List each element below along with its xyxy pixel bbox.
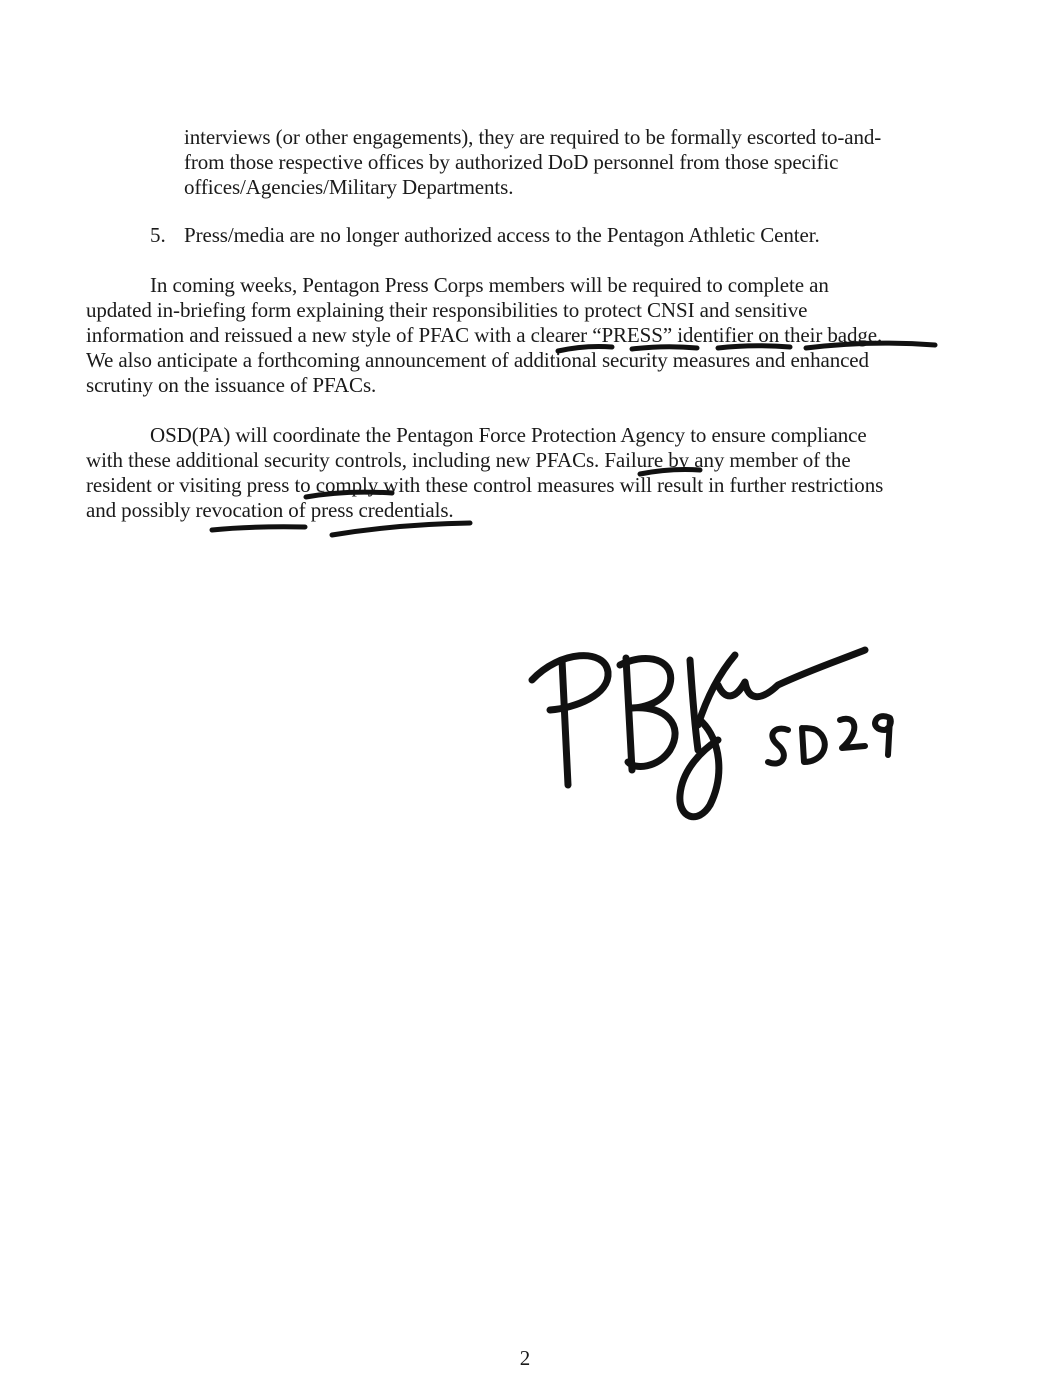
signature-letter-p xyxy=(562,660,568,785)
signature-letter-b xyxy=(626,658,632,770)
signature-tail xyxy=(718,650,865,697)
continuation-line-3: offices/Agencies/Military Departments. xyxy=(184,175,514,199)
handwritten-signature xyxy=(520,630,900,840)
paragraph-1-line-1: In coming weeks, Pentagon Press Corps members will be required to complete an xyxy=(150,273,829,297)
underline-revocation xyxy=(212,527,305,530)
paragraph-2-line-1: OSD(PA) will coordinate the Pentagon Force Protection Agency to ensure compliance xyxy=(150,423,867,447)
item-5-number: 5. xyxy=(150,223,166,247)
paragraph-2-line-2: with these additional security controls, including new PFACs. Failure by any member of the xyxy=(86,448,851,472)
continuation-line-2: from those respective offices by authorized DoD personnel from those specific xyxy=(184,150,839,174)
paragraph-1-line-4: We also anticipate a forthcoming announcement of additional security measures and enhanced xyxy=(86,348,869,372)
page-number: 2 xyxy=(519,1346,531,1370)
paragraph-2-line-4: and possibly revocation of press credentials. xyxy=(86,498,454,522)
paragraph-1-line-3: information and reissued a new style of PFAC with a clearer “PRESS” identifier on their badge. xyxy=(86,323,883,347)
underline-press-credentials xyxy=(332,523,470,535)
paragraph-2-line-3: resident or visiting press to comply with these control measures will result in further restrictions xyxy=(86,473,884,497)
paragraph-1-line-5: scrutiny on the issuance of PFACs. xyxy=(86,373,377,397)
signature-date-sd29 xyxy=(768,716,891,763)
paragraph-1-line-2: updated in-briefing form explaining their responsibilities to protect CNSI and sensitive xyxy=(86,298,808,322)
signature-letter-k xyxy=(690,660,698,750)
item-5-text: Press/media are no longer authorized access to the Pentagon Athletic Center. xyxy=(184,223,820,247)
continuation-line-1: interviews (or other engagements), they are required to be formally escorted to-and- xyxy=(184,125,882,149)
